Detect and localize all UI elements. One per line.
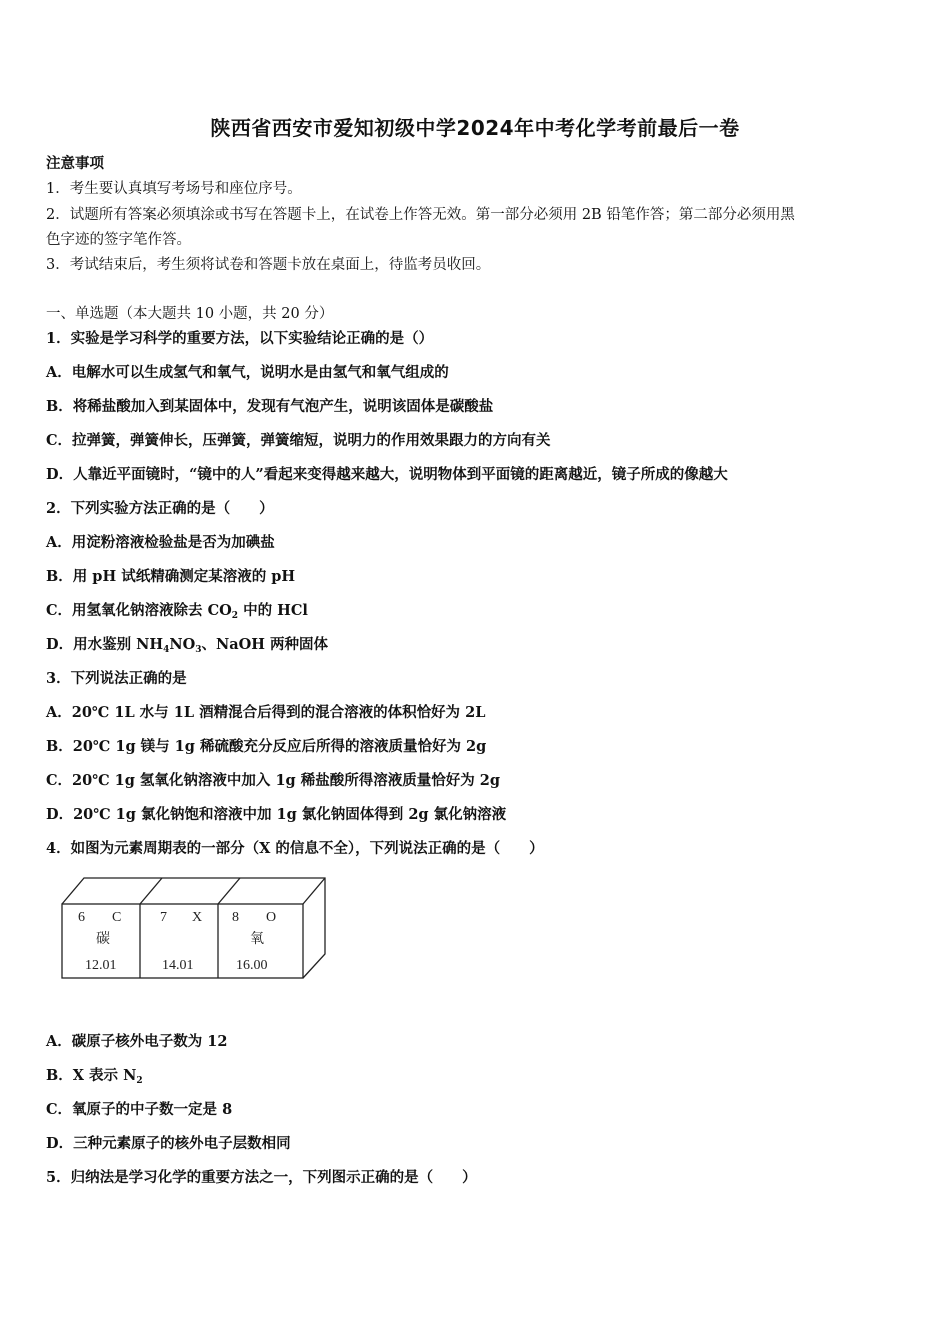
question-2-option-a: A．用淀粉溶液检验盐是否为加碘盐 [46,534,275,551]
question-4-option-b [46,1064,143,1086]
box-divider [218,878,240,904]
cell-x-number: 7 [160,910,167,925]
notice-item: 3．考试结束后，考生须将试卷和答题卡放在桌面上，待监考员收回。 [46,257,491,273]
question-1-option-c: C．拉弹簧，弹簧伸长，压弹簧，弹簧缩短，说明力的作用效果跟力的方向有关 [46,432,551,449]
question-1-option-d: D．人靠近平面镜时，“镜中的人”看起来变得越来越大，说明物体到平面镜的距离越近，镜子所成的像越大 [46,466,728,483]
question-2-option-c [46,599,308,621]
option-text: NO [169,636,196,653]
question-1-option-b: B．将稀盐酸加入到某固体中，发现有气泡产生，说明该固体是碳酸盐 [46,398,494,415]
option-text: B．X 表示 N [46,1067,137,1084]
question-2-option-b: B．用 pH 试纸精确测定某溶液的 pH [46,568,296,585]
box-divider [140,878,162,904]
cell-c-mass: 12.01 [85,958,117,973]
option-text: C．用氢氧化钠溶液除去 CO [46,602,232,619]
question-4-option-d: D．三种元素原子的核外电子层数相同 [46,1135,291,1152]
subscript: 3 [195,645,202,655]
question-2-option-d [46,633,328,655]
cell-c-name: 碳 [96,932,110,947]
question-2-stem: 2．下列实验方法正确的是（ ） [46,500,274,517]
cell-x-symbol: X [192,910,203,925]
subscript: 2 [231,611,239,621]
question-1-stem: 1．实验是学习科学的重要方法，以下实验结论正确的是（） [46,330,434,347]
cell-c-symbol: C [112,910,122,925]
cell-o-mass: 16.00 [236,958,268,973]
cell-o-symbol: O [266,910,277,925]
question-1-option-a: A．电解水可以生成氢气和氧气，说明水是由氢气和氧气组成的 [46,364,449,381]
question-4-option-c: C．氧原子的中子数一定是 8 [46,1101,233,1118]
question-4-stem: 4．如图为元素周期表的一部分（X 的信息不全），下列说法正确的是（ ） [46,840,544,857]
notice-item: 色字迹的签字笔作答。 [46,232,191,248]
question-4-option-a: A．碳原子核外电子数为 12 [46,1033,228,1050]
option-text: 中的 HCl [238,602,308,619]
cell-c-number: 6 [78,910,85,925]
question-3-option-b: B．20℃ 1g 镁与 1g 稀硫酸充分反应后所得的溶液质量恰好为 2g [46,738,487,755]
question-3-option-d: D．20℃ 1g 氯化钠饱和溶液中加 1g 氯化钠固体得到 2g 氯化钠溶液 [46,806,507,823]
notice-heading: 注意事项 [46,155,104,172]
box-divider [303,878,325,904]
option-text: 、NaOH 两种固体 [201,636,329,653]
question-5-stem: 5．归纳法是学习化学的重要方法之一，下列图示正确的是（ ） [46,1169,477,1186]
cell-o-number: 8 [232,910,239,925]
section-heading: 一、单选题（本大题共 10 小题，共 20 分） [46,306,334,322]
option-text: D．用水鉴别 NH [46,636,164,653]
question-3-stem: 3．下列说法正确的是 [46,670,187,687]
cell-o-name: 氧 [250,932,264,947]
subscript: 4 [163,645,170,655]
notice-item: 2．试题所有答案必须填涂或书写在答题卡上，在试卷上作答无效。第一部分必须用 2B 铅笔作答；第二部分必须用黑 [46,207,795,223]
cell-x-mass: 14.01 [162,958,194,973]
subscript: 2 [136,1076,143,1086]
notice-item: 1．考生要认真填写考场号和座位序号。 [46,181,302,197]
page-title: 陕西省西安市爱知初级中学2024年中考化学考前最后一卷 [210,116,740,140]
periodic-table-figure [60,876,330,982]
question-3-option-c: C．20℃ 1g 氢氧化钠溶液中加入 1g 稀盐酸所得溶液质量恰好为 2g [46,772,501,789]
question-3-option-a: A．20℃ 1L 水与 1L 酒精混合后得到的混合溶液的体积恰好为 2L [46,704,486,721]
